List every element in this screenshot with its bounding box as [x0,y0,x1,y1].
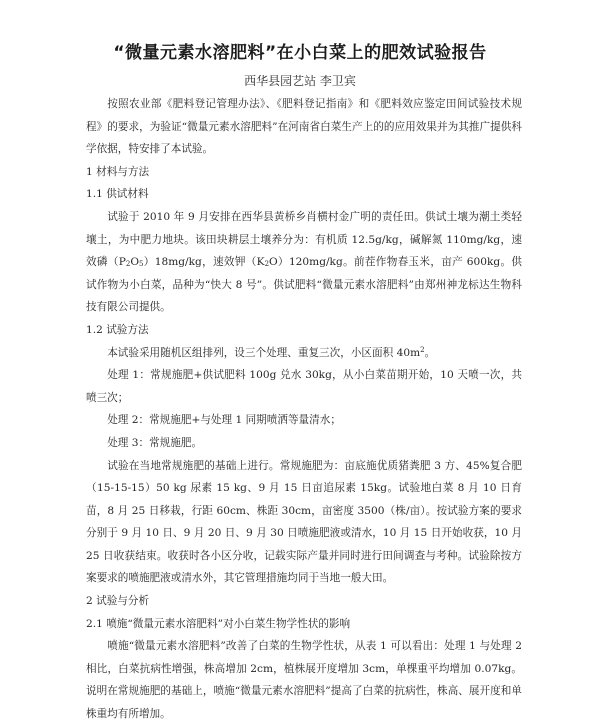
subscript-k2: 2 [264,260,270,269]
materials-text-d: O）120mg/kg。前茬作物春玉米，亩产 600kg。供试作物为小白菜，品种为“快大 8 号”。供试肥料“微量元素水溶肥料”由郑州神龙标达生物科技有限公司提供。 [86,256,522,314]
field-management-paragraph: 试验在当地常规施肥的基础上进行。常规施肥为：亩底施优质猪粪肥 3 方、45%复合肥（15-15-15）50 kg 尿素 15 kg、9 月 15 日亩追尿素 15kg。试验地白菜 8 月 10 日育苗，8 月 25 日移栽，行距 60cm、株距 30cm，亩密度 3500（株/亩）。按试验方案的要求分别于 9 月 10 日、9 月 20 日、9 月 30 日喷施肥液或清水，10 月 15 日开始收获，10 月 25 日收获结束。收获时各小区分收，记载实际产量并同时进行田间调查与考种。试验除按方案要求的喷施肥液或清水外，其它管理措施均同于当地一般大田。 [86,459,522,585]
superscript-m2: 2 [420,345,425,354]
section-heading-2: 2 试验与分析 [86,595,150,608]
method-paragraph [86,342,522,365]
article-body [86,93,522,726]
subsection-heading-2-1: 2.1 喷施“微量元素水溶肥料”对小白菜生物学性状的影响 [86,617,351,630]
section-heading-1: 1 材料与方法 [86,165,150,178]
materials-text-c: ）18mg/kg，速效钾（K [143,256,265,269]
method-text-b: 。 [424,346,436,359]
treatment-1: 处理 1：常规施肥+供试肥料 100g 兑水 30kg，从小白菜苗期开始，10 天喷一次，共喷三次； [86,369,522,404]
author-byline: 西华县园艺站 李卫宾 [244,74,356,88]
treatment-3: 处理 3：常规施肥。 [107,436,203,449]
subsection-heading-1-1: 1.1 供试材料 [86,188,149,201]
method-text-a: 本试验采用随机区组排列，设三个处理、重复三次，小区面积 40m [107,346,421,359]
materials-text-a: 试验于 2010 年 9 月安排在西华县黄桥乡肖横村金广明的责任田。供试土壤为潮土类轻壤土，为中肥力地块。该田块耕层土壤养分为：有机质 12.5g/kg，碱解氮 110mg/kg，速效磷（P [86,210,522,269]
materials-paragraph [86,206,522,319]
subscript-o5: 5 [139,260,144,269]
subscript-p2: 2 [125,260,131,269]
intro-paragraph: 按照农业部《肥料登记管理办法》、《肥料登记指南》和《肥料效应鉴定田间试验技术规程》的要求，为验证“微量元素水溶肥料”在河南省白菜生产上的的应用效果并为其推广提供科学依据，特安排了本试验。 [86,98,522,156]
article-title: “微量元素水溶肥料”在小白菜上的肥效试验报告 [113,43,487,63]
treatment-2: 处理 2：常规施肥+与处理 1 同期喷洒等量清水； [107,414,341,427]
materials-text-b: O [130,256,140,269]
results-paragraph: 喷施“微量元素水溶肥料”改善了白菜的生物学性状，从表 1 可以看出：处理 1 与处理 2 相比，白菜抗病性增强，株高增加 2cm，植株展开度增加 3cm，单棵重平均增加 0.07kg。说明在常规施肥的基础上，喷施“微量元素水溶肥料”提高了白菜的抗病性，株高、展开度和单株重均有所增加。 [86,640,522,721]
subsection-heading-1-2: 1.2 试验方法 [86,323,149,336]
